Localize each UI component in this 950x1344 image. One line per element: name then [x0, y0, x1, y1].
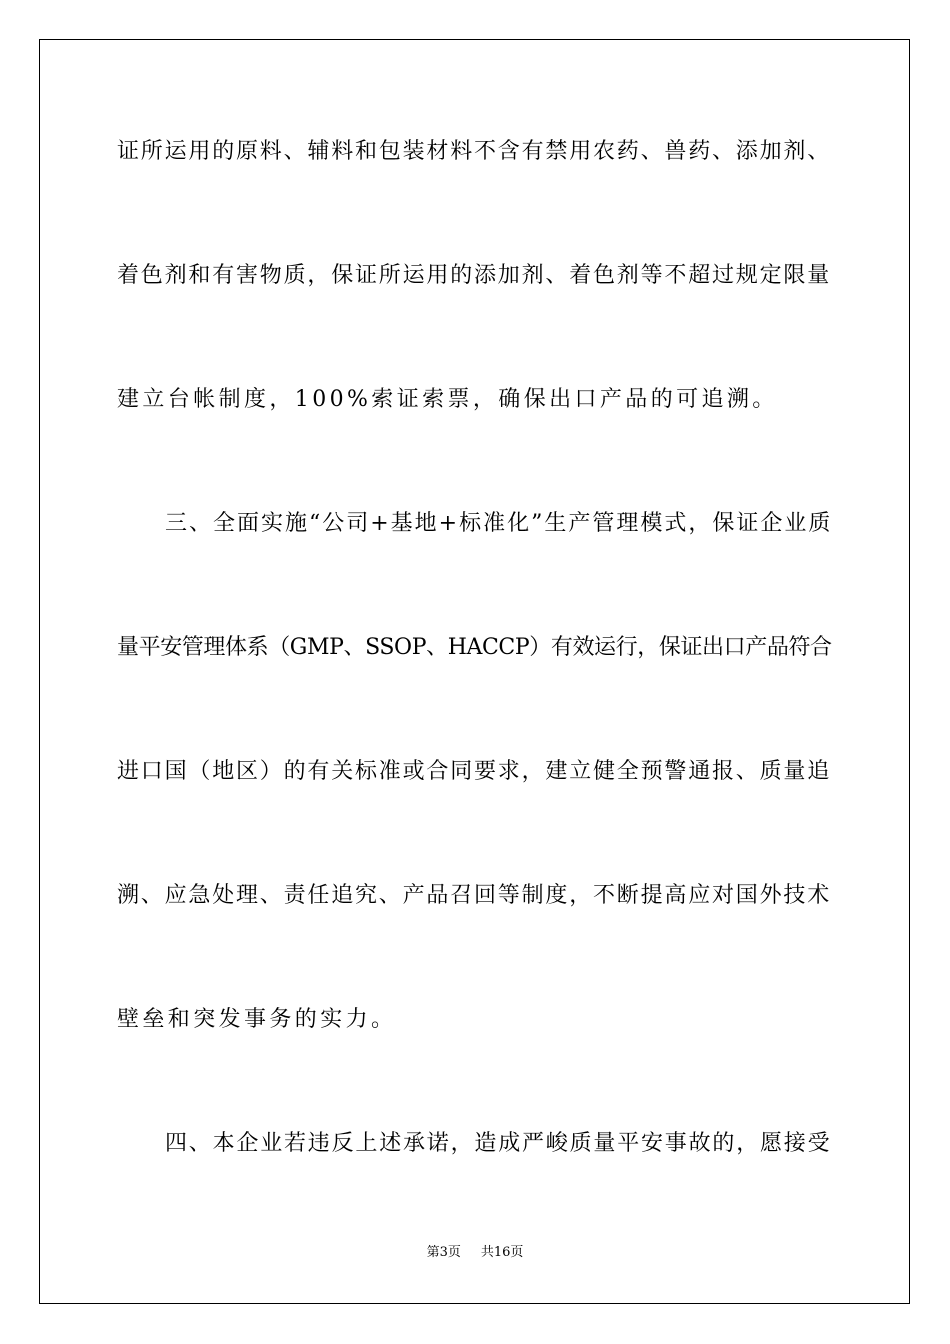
body-text-line: 量平安管理体系（GMP、SSOP、HACCP）有效运行，保证出口产品符合 [117, 635, 832, 660]
body-text-line: 溯、应急处理、责任追究、产品召回等制度，不断提高应对国外技术 [117, 883, 832, 908]
page-footer [0, 1244, 950, 1262]
body-text-line: 进口国（地区）的有关标准或合同要求，建立健全预警通报、质量追 [117, 759, 832, 784]
page-total: 共16页 [480, 1245, 524, 1260]
paragraph-four-start: 四、本企业若违反上述承诺，造成严峻质量平安事故的，愿接受 [165, 1131, 832, 1156]
page-border [39, 39, 910, 1304]
body-text-line: 壁垒和突发事务的实力。 [117, 1007, 397, 1032]
page-number: 第3页 [426, 1245, 461, 1260]
body-text-line: 建立台帐制度，100%索证索票，确保出口产品的可追溯。 [117, 387, 778, 412]
paragraph-three-start: 三、全面实施“公司+基地+标准化”生产管理模式，保证企业质 [165, 511, 833, 536]
body-text-line: 着色剂和有害物质，保证所运用的添加剂、着色剂等不超过规定限量 [117, 263, 832, 288]
body-text-line: 证所运用的原料、辅料和包装材料不含有禁用农药、兽药、添加剂、 [117, 139, 832, 164]
